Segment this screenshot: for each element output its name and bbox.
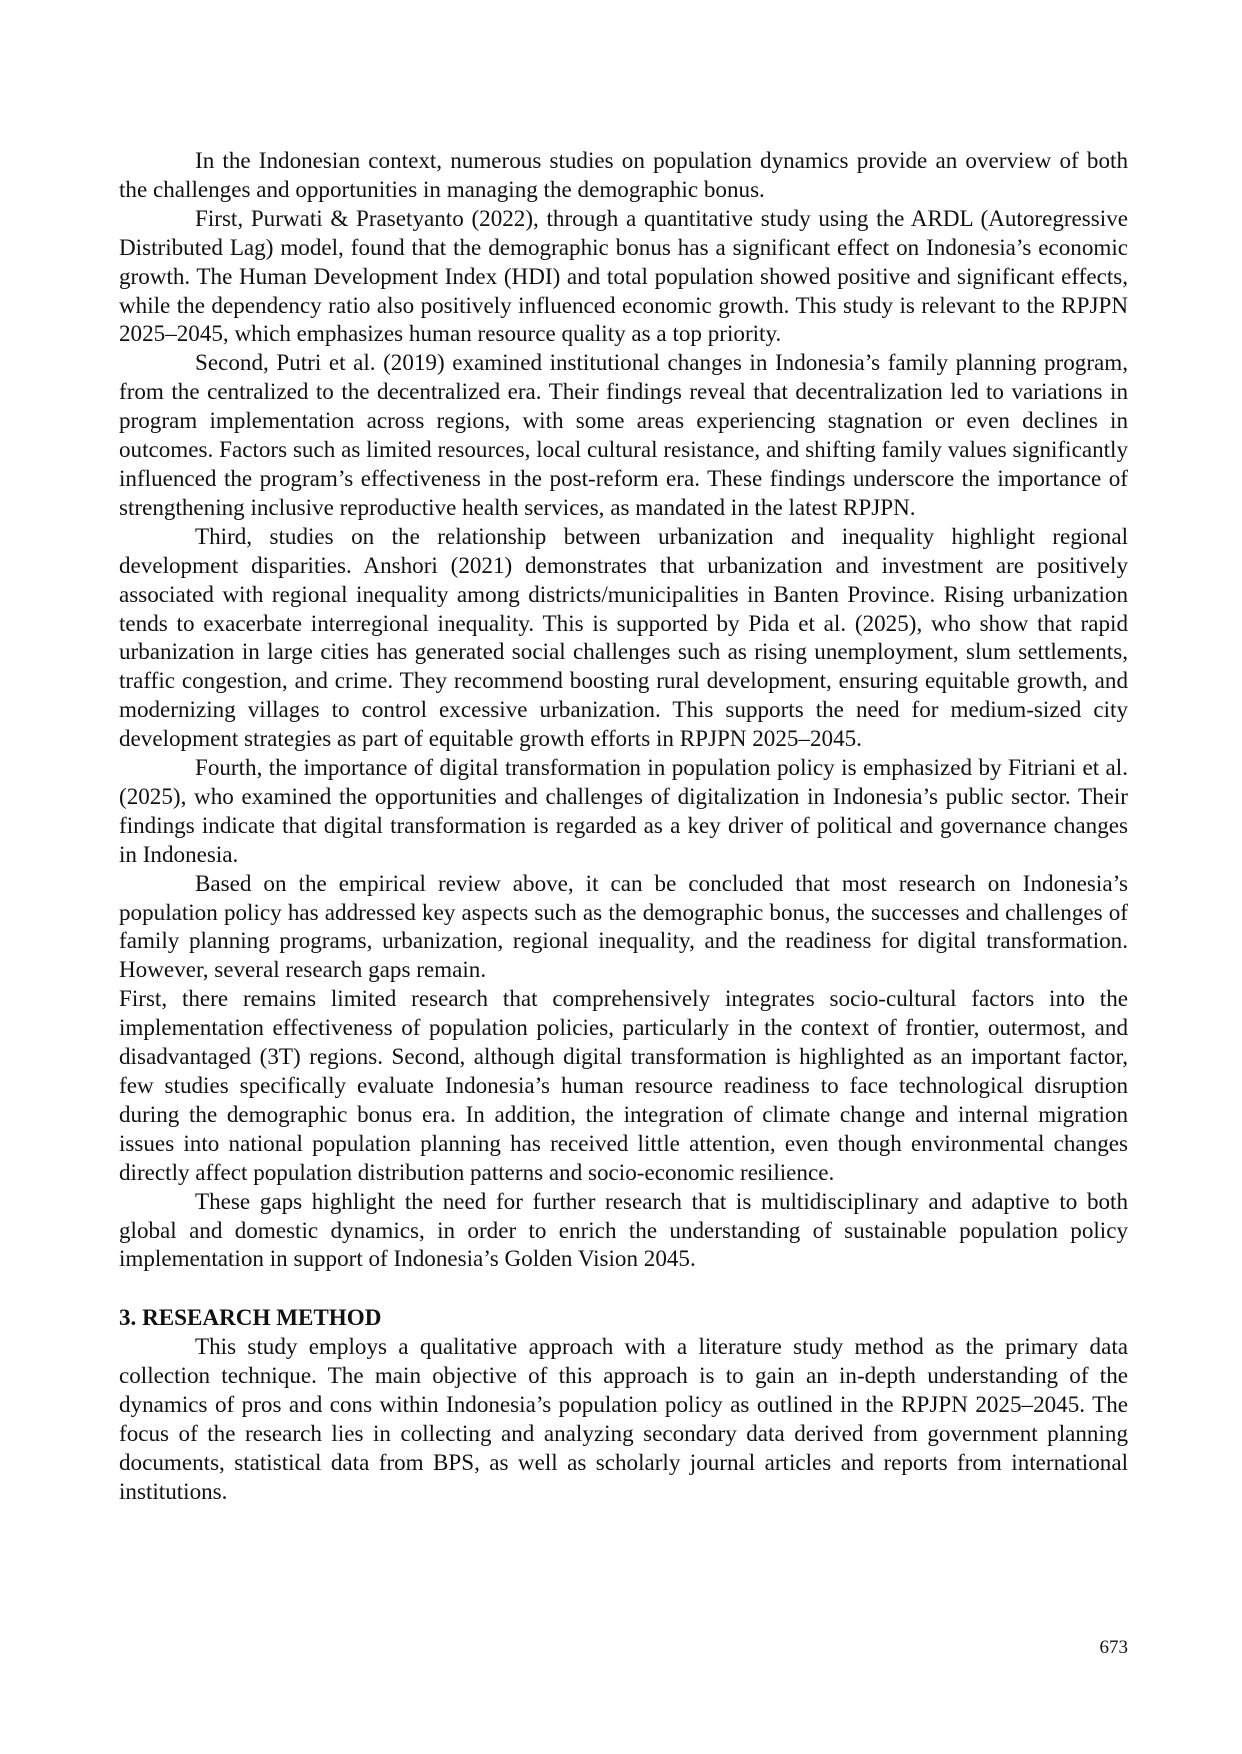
paragraph-intro: In the Indonesian context, numerous studies on population dynamics provide an overview of both the challenges and opportunities in managing the demographic bonus. — [119, 147, 1128, 202]
paragraph-third-study: Third, studies on the relationship between urbanization and inequality highlight regional development disparities. Anshori (2021) demonstrates that urbanization and investment are positively associated with regional inequality among districts/municipalities in Banten Province. Rising urbanization tends to exacerbate interregional inequality. This is supported by Pida et al. (2025), who show that rapid urbanization in large cities has generated social challenges such as rising unemployment, slum settlements, traffic congestion, and crime. They recommend boosting rural development, ensuring equitable growth, and modernizing villages to control excessive urbanization. This supports the need for medium-sized city development strategies as part of equitable growth efforts in RPJPN 2025–2045. — [119, 522, 1128, 752]
section-heading: 3. RESEARCH METHOD — [119, 1304, 382, 1331]
paragraph-gaps-conclusion: These gaps highlight the need for further research that is multidisciplinary and adaptive to both global and domestic dynamics, in order to enrich the understanding of sustainable population policy implementation in support of Indonesia’s Golden Vision 2045. — [119, 1187, 1128, 1272]
paragraph-empirical-review: Based on the empirical review above, it can be concluded that most research on Indonesia’s population policy has addressed key aspects such as the demographic bonus, the successes and challenges of family planning programs, urbanization, regional inequality, and the readiness for digital transformation. However, several research gaps remain. — [119, 869, 1128, 983]
paragraph-second-study: Second, Putri et al. (2019) examined institutional changes in Indonesia’s family planning program, from the centralized to the decentralized era. Their findings reveal that decentralization led to variations in program implementation across regions, with some areas experiencing stagnation or even declines in outcomes. Factors such as limited resources, local cultural resistance, and shifting family values significantly influenced the program’s effectiveness in the post-reform era. These findings underscore the importance of strengthening inclusive reproductive health services, as mandated in the latest RPJPN. — [119, 349, 1128, 520]
paragraph-fourth-study: Fourth, the importance of digital transformation in population policy is emphasized by Fitriani et al. (2025), who examined the opportunities and challenges of digitalization in Indonesia’s public sector. Their findings indicate that digital transformation is regarded as a key driver of political and governance changes in Indonesia. — [119, 754, 1128, 867]
paragraph-first-study: First, Purwati & Prasetyanto (2022), through a quantitative study using the ARDL (Autoregressive Distributed Lag) model, found that the demographic bonus has a significant effect on Indonesia’s economic growth. The Human Development Index (HDI) and total population showed positive and significant effects, while the dependency ratio also positively influenced economic growth. This study is relevant to the RPJPN 2025–2045, which emphasizes human resource quality as a top priority. — [119, 204, 1128, 347]
paragraph-research-method: This study employs a qualitative approach with a literature study method as the primary data collection technique. The main objective of this approach is to gain an in-depth understanding of the dynamics of pros and cons within Indonesia’s population policy as outlined in the RPJPN 2025–2045. The focus of the research lies in collecting and analyzing secondary data derived from government planning documents, statistical data from BPS, as well as scholarly journal articles and reports from international institutions. — [119, 1333, 1128, 1504]
page-body — [119, 146, 1128, 1506]
page-number: 673 — [1099, 1637, 1128, 1658]
paragraph-research-gaps: First, there remains limited research that comprehensively integrates socio-cultural factors into the implementation effectiveness of population policies, particularly in the context of frontier, outermost, and disadvantaged (3T) regions. Second, although digital transformation is highlighted as an important factor, few studies specifically evaluate Indonesia’s human resource readiness to face technological disruption during the demographic bonus era. In addition, the integration of climate change and internal migration issues into national population planning has received little attention, even though environmental changes directly affect population distribution patterns and socio-economic resilience. — [119, 985, 1128, 1185]
